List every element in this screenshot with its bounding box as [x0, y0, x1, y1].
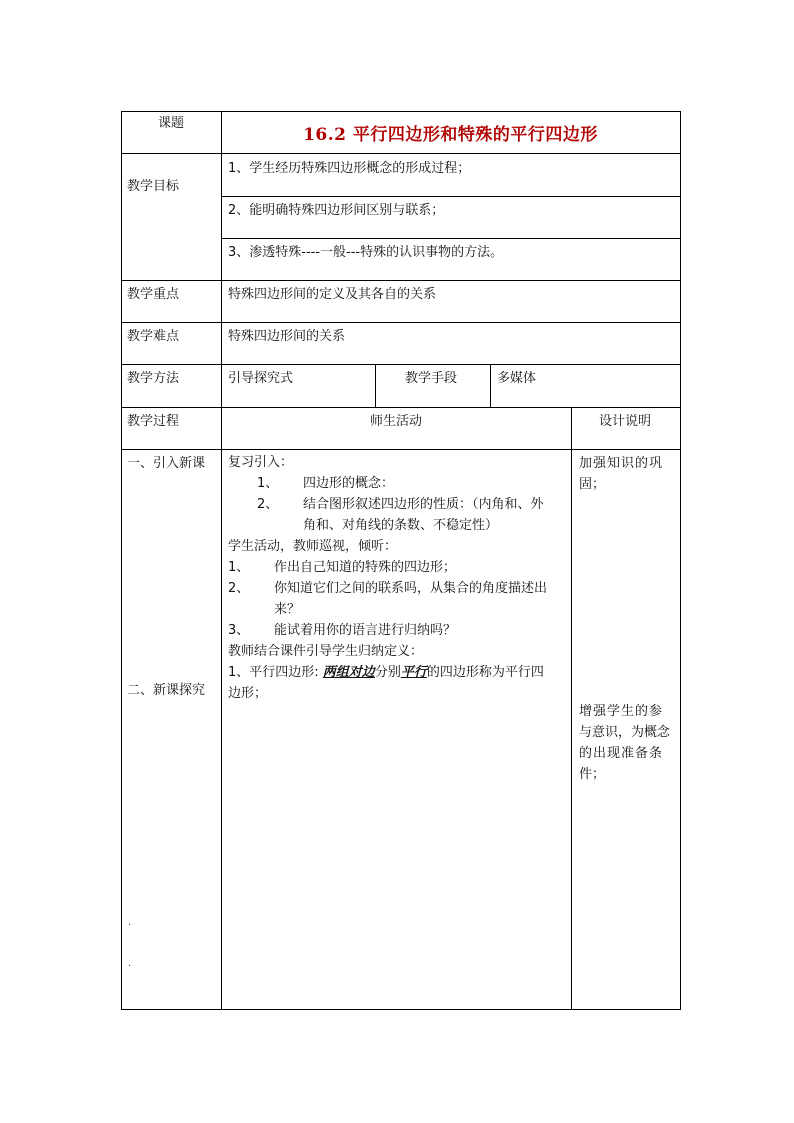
definition-line — [228, 662, 544, 683]
activity-line: 能试着用你的语言进行归纳吗？ — [274, 623, 457, 638]
design-note: 件； — [579, 767, 606, 782]
activity-line: 四边形的概念： — [303, 476, 395, 491]
stray-mark: . — [128, 958, 132, 969]
activity-line: 教师结合课件引导学生归纳定义： — [228, 644, 424, 659]
row-divider — [221, 196, 680, 197]
design-header: 设计说明 — [599, 414, 652, 429]
activity-line: 你知道它们之间的联系吗，从集合的角度描述出 — [274, 581, 548, 596]
activity-line-number: 2、 — [257, 497, 279, 512]
activity-line: 学生活动，教师巡视，倾听： — [228, 539, 398, 554]
lesson-plan-table — [121, 111, 681, 1010]
activity-line: 作出自己知道的特殊的四边形； — [274, 560, 457, 575]
means-value: 多媒体 — [497, 371, 537, 386]
activity-line-number: 2、 — [228, 581, 250, 596]
goal-item: 1、学生经历特殊四边形概念的形成过程； — [228, 161, 471, 176]
activity-line-number: 1、 — [257, 476, 279, 491]
column-divider — [571, 407, 572, 1009]
topic-label: 课题 — [158, 116, 185, 131]
emphasis-text: 两组对边 — [322, 665, 375, 680]
stage-label: 二、新课探究 — [127, 683, 206, 698]
design-note: 固； — [579, 477, 606, 492]
activity-line: 来？ — [274, 602, 301, 617]
column-divider — [221, 112, 222, 1009]
goal-item: 2、能明确特殊四边形间区别与联系； — [228, 203, 445, 218]
column-divider — [490, 364, 491, 407]
goals-label: 教学目标 — [127, 179, 180, 194]
activity-header: 师生活动 — [370, 414, 423, 429]
row-divider — [122, 449, 680, 450]
goal-item: 3、渗透特殊----一般---特殊的认识事物的方法。 — [228, 245, 504, 260]
activity-line: 结合图形叙述四边形的性质：（内角和、外 — [303, 497, 544, 512]
means-label: 教学手段 — [405, 371, 458, 386]
activity-line-number: 1、 — [228, 560, 250, 575]
stray-mark: . — [128, 917, 132, 928]
page-title: 16.2 平行四边形和特殊的平行四边形 — [303, 125, 598, 145]
definition-text: 的四边形称为平行四 — [426, 665, 544, 680]
difficulty-value: 特殊四边形间的关系 — [228, 329, 346, 344]
difficulty-label: 教学难点 — [127, 329, 180, 344]
activity-line-number: 3、 — [228, 623, 250, 638]
row-divider — [221, 238, 680, 239]
activity-line: 角和、对角线的条数、不稳定性） — [303, 518, 499, 533]
activity-line: 复习引入： — [228, 455, 294, 470]
stage-label: 一、引入新课 — [127, 456, 206, 471]
design-note: 与意识，为概念 — [579, 725, 671, 740]
row-divider — [122, 407, 680, 408]
definition-line: 边形； — [228, 686, 268, 701]
process-label: 教学过程 — [127, 414, 180, 429]
key-point-label: 教学重点 — [127, 287, 180, 302]
method-value: 引导探究式 — [228, 371, 294, 386]
row-divider — [122, 153, 680, 154]
emphasis-text: 平行 — [400, 665, 427, 680]
design-note: 增强学生的参 — [579, 704, 664, 719]
design-note: 的出现准备条 — [579, 746, 664, 761]
definition-prefix: 1、平行四边形: — [228, 665, 323, 680]
method-label: 教学方法 — [127, 371, 180, 386]
definition-text: 分别 — [374, 665, 401, 680]
key-point-value: 特殊四边形间的定义及其各自的关系 — [228, 287, 437, 302]
design-note: 加强知识的巩 — [579, 456, 664, 471]
row-divider — [122, 280, 680, 281]
column-divider — [375, 364, 376, 407]
row-divider — [122, 322, 680, 323]
row-divider — [122, 364, 680, 365]
